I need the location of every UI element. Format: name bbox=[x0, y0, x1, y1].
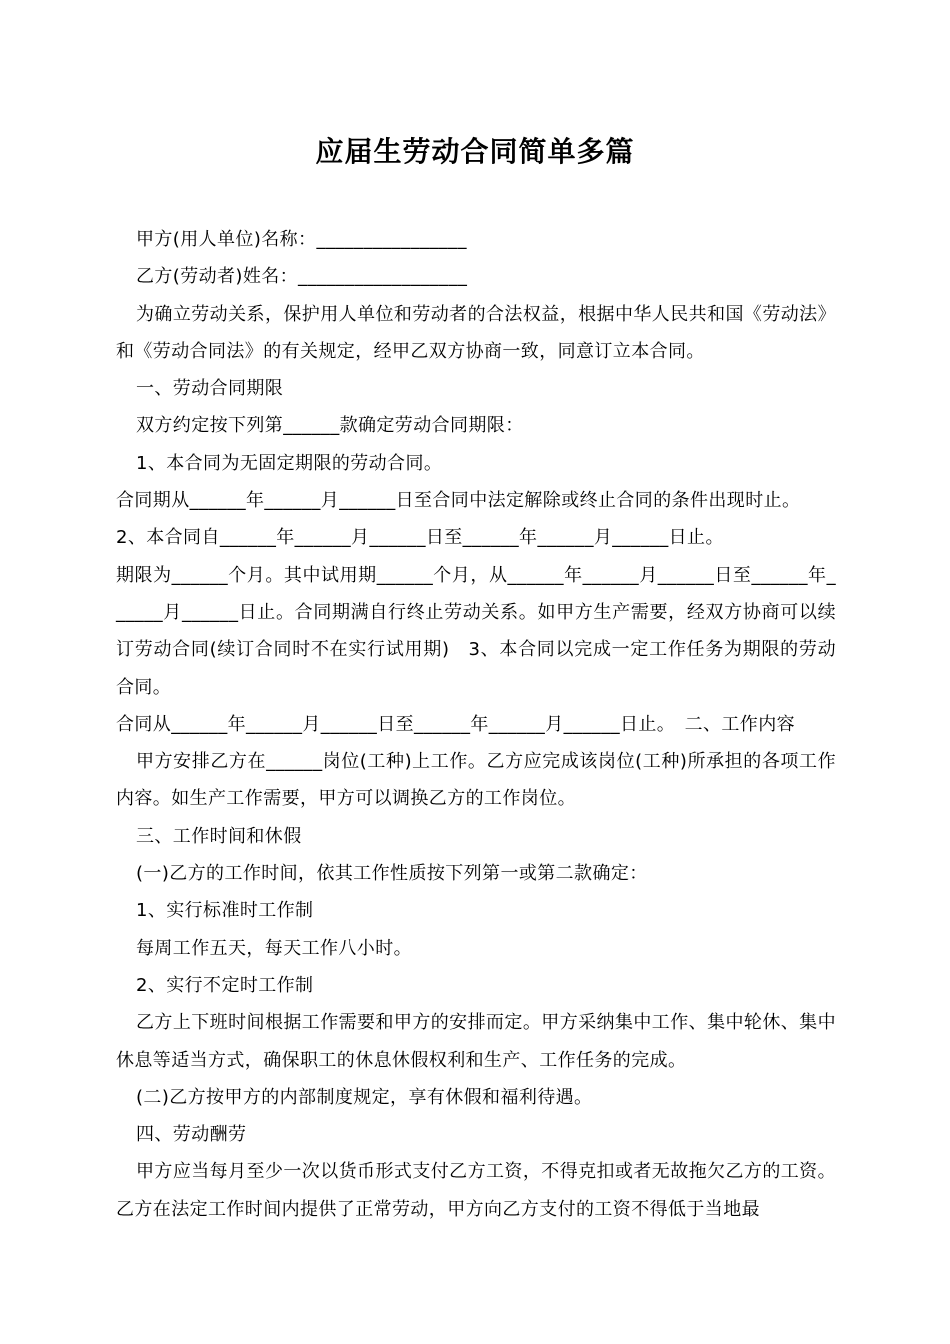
term-clause-1-period: 合同期从______年______月______日至合同中法定解除或终止合同的条件出现时止。 bbox=[116, 490, 801, 512]
pay-paragraph: 甲方应当每月至少一次以货币形式支付乙方工资，不得克扣或者无故拖欠乙方的工资。乙方在法定工作时间内提供了正常劳动，甲方向乙方支付的工资不得低于当地最 bbox=[116, 1161, 836, 1220]
flexible-hours-text: 乙方上下班时间根据工作需要和甲方的安排而定。甲方采纳集中工作、集中轮休、集中休息等适当方式，确保职工的休息休假权利和生产、工作任务的完成。 bbox=[116, 1012, 836, 1071]
work-content-paragraph: 甲方安排乙方在______岗位(工种)上工作。乙方应完成该岗位(工种)所承担的各项工作内容。如生产工作需要，甲方可以调换乙方的工作岗位。 bbox=[116, 751, 836, 810]
hours-clause-2: (二)乙方按甲方的内部制度规定，享有休假和福利待遇。 bbox=[136, 1086, 593, 1108]
document-title: 应届生劳动合同简单多篇 bbox=[315, 135, 635, 168]
term-clause-1: 1、本合同为无固定期限的劳动合同。 bbox=[136, 452, 443, 474]
term-clause-2: 2、本合同自______年______月______日至______年______月______日止。 bbox=[116, 527, 724, 549]
section-heading-pay: 四、劳动酬劳 bbox=[136, 1124, 247, 1146]
hours-clause-1: (一)乙方的工作时间，依其工作性质按下列第一或第二款确定： bbox=[136, 863, 648, 885]
party-a-name-line: 甲方(用人单位)名称：________________ bbox=[136, 229, 467, 250]
standard-hours-heading: 1、实行标准时工作制 bbox=[136, 900, 314, 922]
term-clause-intro: 双方约定按下列第______款确定劳动合同期限： bbox=[136, 415, 524, 437]
document-body bbox=[116, 221, 836, 1228]
term-clause-2-detail: 期限为______个月。其中试用期______个月，从______年______月______日至______年______月______日止。合同期满自行终止劳动关系。如甲方生产需要，经双方协商可以续订劳动合同(续订合同时不在实行试用期) 3、本合同以完成一定工作任务为期限的劳动合同。 bbox=[116, 564, 836, 698]
section-heading-hours: 三、工作时间和休假 bbox=[136, 825, 302, 847]
party-b-name-line: 乙方(劳动者)姓名：__________________ bbox=[136, 266, 468, 288]
preamble-paragraph: 为确立劳动关系，保护用人单位和劳动者的合法权益，根据中华人民共和国《劳动法》和《劳动合同法》的有关规定，经甲乙双方协商一致，同意订立本合同。 bbox=[116, 303, 836, 362]
term-clause-3-period: 合同从______年______月______日至______年______月______日止。 二、工作内容 bbox=[116, 713, 795, 735]
standard-hours-text: 每周工作五天，每天工作八小时。 bbox=[136, 937, 412, 959]
flexible-hours-heading: 2、实行不定时工作制 bbox=[136, 974, 314, 996]
section-heading-term: 一、劳动合同期限 bbox=[136, 378, 284, 400]
